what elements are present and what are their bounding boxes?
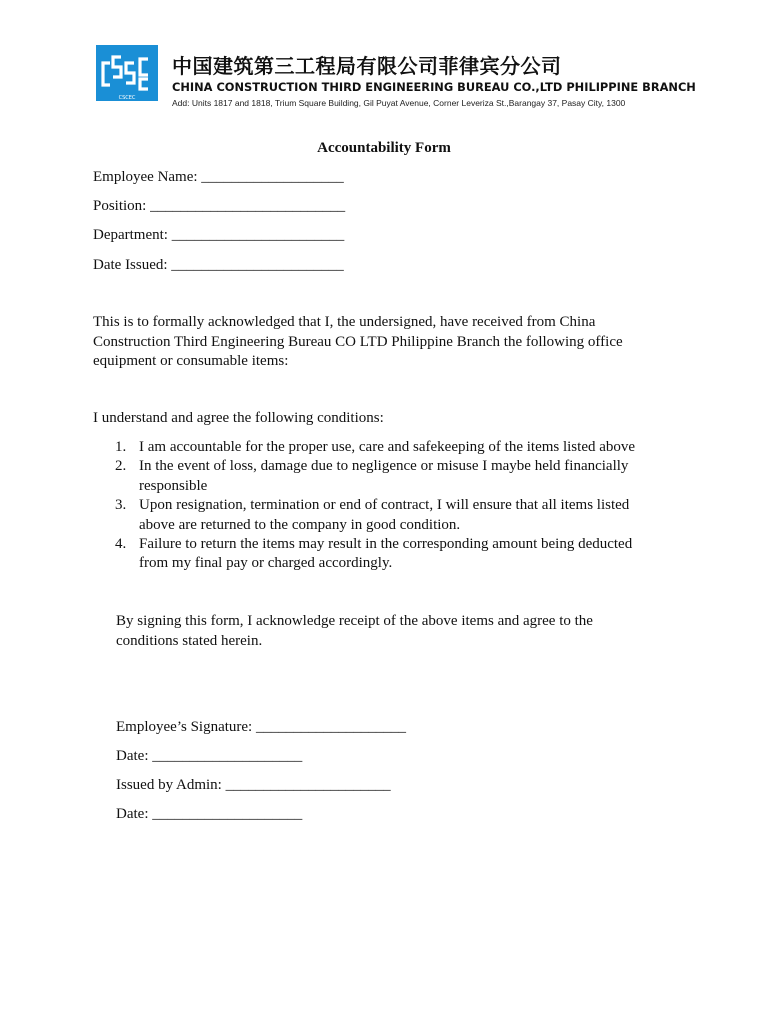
condition-item: 4. Failure to return the items may result in the corresponding amount being deducted from my final pay or charged accordingly. [115, 536, 633, 572]
condition-text: I am accountable for the proper use, care and safekeeping of the items listed above [139, 439, 636, 455]
admin-date-field[interactable]: Date: ____________________ [116, 806, 303, 822]
condition-text: Upon resignation, termination or end of contract, I will ensure that all items listed above are returned to the company in good condition. [139, 497, 630, 533]
intro-paragraph: This is to formally acknowledged that I, the undersigned, have received from China Construction Third Engineering Bureau CO LTD Philippine Branch the following office equipment or consumable items: [93, 314, 623, 369]
conditions-list [93, 438, 663, 574]
employee-date-field[interactable]: Date: ____________________ [116, 748, 303, 764]
employee-name-field[interactable]: Employee Name: ___________________ [93, 169, 344, 185]
company-logo [96, 45, 158, 101]
cscec-logo-icon [96, 45, 158, 101]
acknowledgement-paragraph: By signing this form, I acknowledge receipt of the above items and agree to the conditions stated herein. [116, 613, 593, 649]
employee-signature-field[interactable]: Employee’s Signature: ____________________ [116, 719, 406, 735]
date-issued-field[interactable]: Date Issued: _______________________ [93, 257, 344, 273]
company-name-english: CHINA CONSTRUCTION THIRD ENGINEERING BUREAU CO.,LTD PHILIPPINE BRANCH [172, 80, 696, 94]
form-title: Accountability Form [317, 140, 451, 156]
position-field[interactable]: Position: __________________________ [93, 198, 346, 214]
condition-item: 2. In the event of loss, damage due to negligence or misuse I maybe held financially responsible [115, 458, 629, 494]
condition-item: 3. Upon resignation, termination or end of contract, I will ensure that all items listed above are returned to the company in good condition. [115, 497, 630, 533]
condition-text: In the event of loss, damage due to negligence or misuse I maybe held financially responsible [139, 458, 629, 494]
company-address: Add: Units 1817 and 1818, Trium Square Building, Gil Puyat Avenue, Corner Leveriza St.,Barangay 37, Pasay City, 1300 [172, 98, 626, 108]
svg-text:CSCEC: CSCEC [118, 95, 136, 101]
condition-item: 1. I am accountable for the proper use, care and safekeeping of the items listed above [115, 439, 636, 455]
issued-by-admin-field[interactable]: Issued by Admin: ______________________ [116, 777, 391, 793]
condition-text: Failure to return the items may result in the corresponding amount being deducted from my final pay or charged accordingly. [139, 536, 633, 572]
department-field[interactable]: Department: _______________________ [93, 227, 345, 243]
conditions-heading: I understand and agree the following conditions: [93, 410, 384, 426]
company-name-chinese: 中国建筑第三工程局有限公司菲律宾分公司 [172, 54, 562, 78]
